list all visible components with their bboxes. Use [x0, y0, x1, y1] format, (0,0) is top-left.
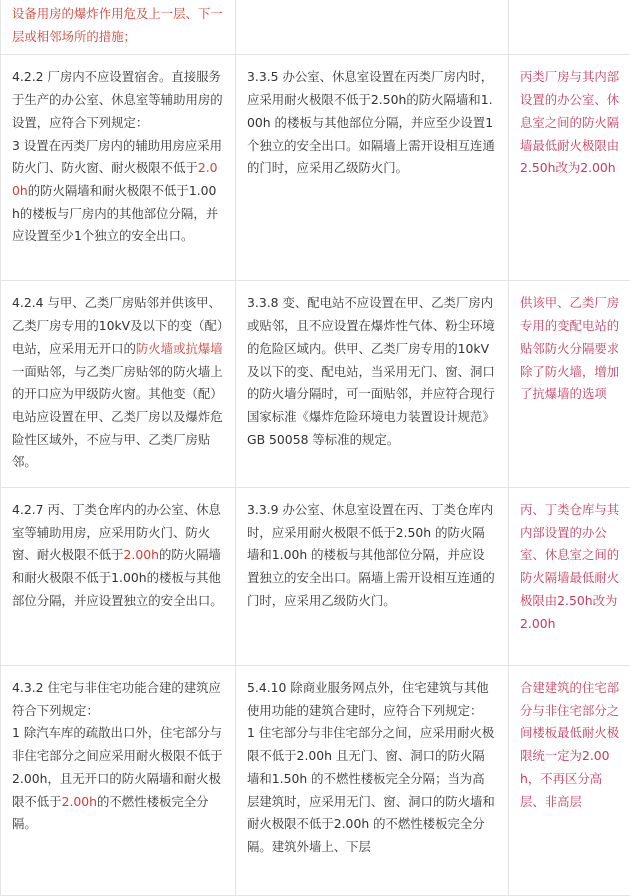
new-clause-cell: [236, 0, 509, 55]
change-note-cell: 丙类厂房与其内部设置的办公室、休息室之间的防火隔墙最低耐火极限由2.50h改为2.00h: [509, 55, 630, 281]
highlighted-text: 2.00h: [62, 794, 97, 809]
highlighted-text: 2.00h: [124, 547, 159, 562]
old-clause-cell: 4.2.7 丙、丁类仓库内的办公室、休息室等辅助用房，应采用防火门、防火窗、耐火极限不低于2.00h的防火隔墙和耐火极限不低于1.00h的楼板与其他部位分隔，并应设置独立的安全出口。: [1, 488, 236, 666]
table-row: [1, 0, 630, 55]
change-note-cell: 丙、丁类仓库与其内部设置的办公室、休息室之间的防火隔墙最低耐火极限由2.50h改为2.00h: [509, 488, 630, 666]
change-note-cell: 供该甲、乙类厂房专用的变配电站的贴邻防火分隔要求除了防火墙，增加了抗爆墙的选项: [509, 281, 630, 488]
old-clause-cell: 4.2.4 与甲、乙类厂房贴邻并供该甲、乙类厂房专用的10kV及以下的变（配）电站，应采用无开口的防火墙或抗爆墙一面贴邻，与乙类厂房贴邻的防火墙上的开口应为甲级防火窗。其他变（配）电站应设置在甲、乙类厂房以及爆炸危险性区域外，不应与甲、乙类厂房贴邻。: [1, 281, 236, 488]
new-clause-cell: 5.4.10 除商业服务网点外，住宅建筑与其他使用功能的建筑合建时，应符合下列规定： 1 住宅部分与非住宅部分之间，应采用耐火极限不低于2.00h 且无门、窗、洞口的防火隔墙和1.50h 的不燃性楼板完全分隔；当为高层建筑时，应采用无门、窗、洞口的防火墙和耐火极限不低于2.00h 的不燃性楼板完全分隔。建筑外墙上、下层: [236, 666, 509, 896]
old-clause-cell: 4.3.2 住宅与非住宅功能合建的建筑应符合下列规定： 1 除汽车库的疏散出口外，住宅部分与非住宅部分之间应采用耐火极限不低于2.00h，且无开口的防火隔墙和耐火极限不低于2.00h的不燃性楼板完全分隔。: [1, 666, 236, 896]
table-row: [1, 55, 630, 281]
highlighted-text: 2.00h: [12, 160, 218, 198]
table-row: [1, 488, 630, 666]
highlighted-text: 防火墙或抗爆墙: [136, 341, 223, 356]
change-note-cell: 合建建筑的住宅部分与非住宅部分之间楼板最低耐火极限统一定为2.00h，不再区分高层、非高层: [509, 666, 630, 896]
new-clause-cell: 3.3.9 办公室、休息室设置在丙、丁类仓库内时，应采用耐火极限不低于2.50h 的防火隔墙和1.00h 的楼板与其他部位分隔，并应设置独立的安全出口。隔墙上需开设相互连通的门时，应采用乙级防火门。: [236, 488, 509, 666]
table-row: [1, 666, 630, 896]
table-row: [1, 281, 630, 488]
change-note-cell: [509, 0, 630, 55]
old-clause-cell: 4.2.2 厂房内不应设置宿舍。直接服务于生产的办公室、休息室等辅助用房的设置，应符合下列规定： 3 设置在丙类厂房内的辅助用房应采用防火门、防火窗、耐火极限不低于2.00h的防火隔墙和耐火极限不低于1.00h的楼板与厂房内的其他部位分隔，并应设置至少1个独立的安全出口。: [1, 55, 236, 281]
old-clause-cell: 设备用房的爆炸作用危及上一层、下一层或相邻场所的措施；: [1, 0, 236, 55]
new-clause-cell: 3.3.8 变、配电站不应设置在甲、乙类厂房内或贴邻，且不应设置在爆炸性气体、粉尘环境的危险区域内。供甲、乙类厂房专用的10kV 及以下的变、配电站，当采用无门、窗、洞口的防火墙分隔时，可一面贴邻，并应符合现行国家标准《爆炸危险环境电力装置设计规范》GB 50058 等标准的规定。: [236, 281, 509, 488]
new-clause-cell: 3.3.5 办公室、休息室设置在丙类厂房内时，应采用耐火极限不低于2.50h的防火隔墙和1.00h 的楼板与其他部位分隔，并应至少设置1 个独立的安全出口。如隔墙上需开设相互连通的门时，应采用乙级防火门。: [236, 55, 509, 281]
